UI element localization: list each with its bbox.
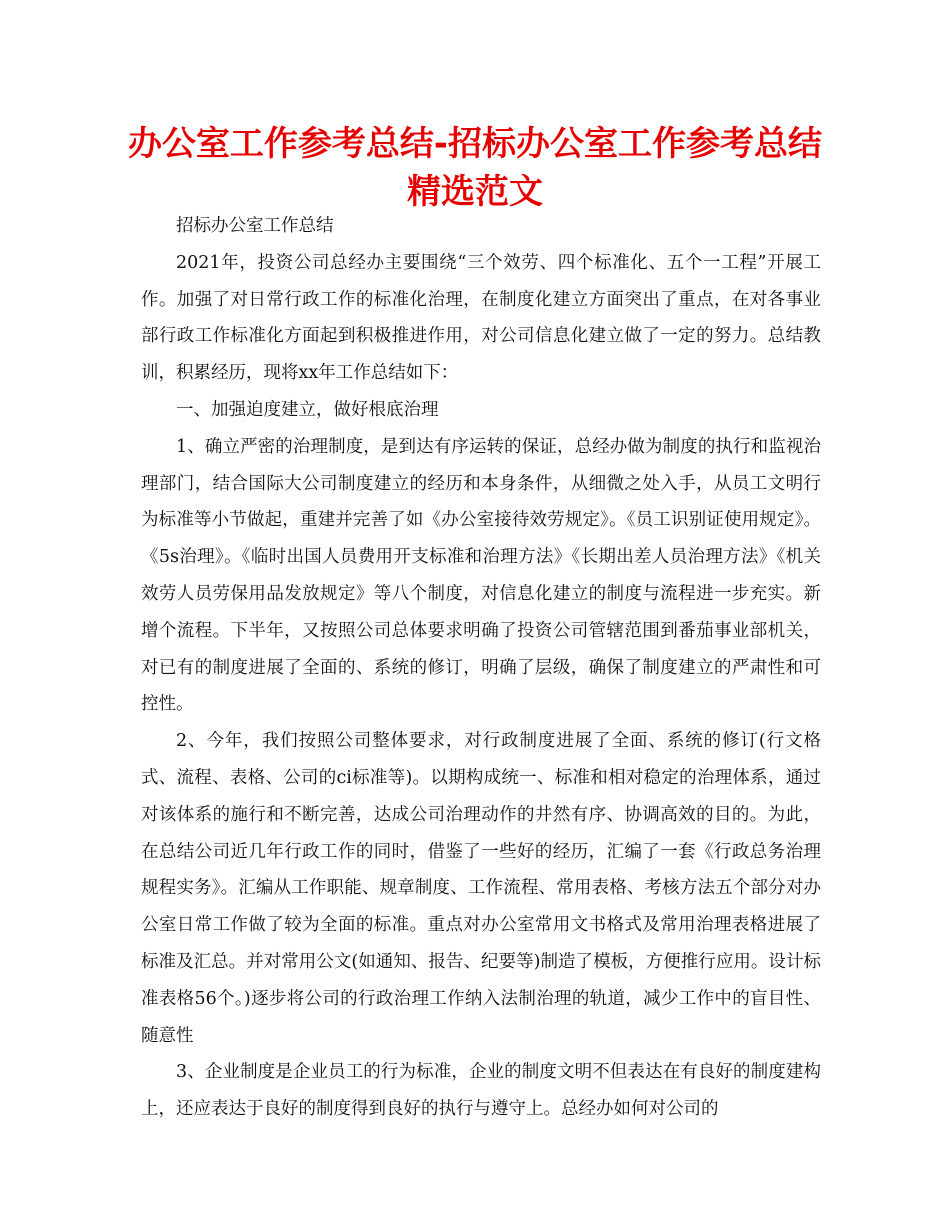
paragraph: 3、企业制度是企业员工的行为标准，企业的制度文明不但表达在有良好的制度建构上，还应表达于良好的制度得到良好的执行与遵守上。总经办如何对公司的 (141, 1062, 821, 1120)
paragraph: 1、确立严密的治理制度，是到达有序运转的保证，总经办做为制度的执行和监视治理部门，结合国际大公司制度建立的经历和本身条件，从细微之处入手，从员工文明行为标准等小节做起，重建并完善了如《办公室接待效劳规定》。《员工识别证使用规定》。《5s治理》。《临时出国人员费用开支标准和治理方法》《长期出差人员治理方法》《机关效劳人员劳保用品发放规定》等八个制度，对信息化建立的制度与流程进一步充实。新增个流程。下半年，又按照公司总体要求明确了投资公司管辖范围到番茄事业部机关，对已有的制度进展了全面的、系统的修订，明确了层级，确保了制度建立的严肃性和可控性。 (141, 436, 821, 715)
paragraph: 招标办公室工作总结 (176, 216, 334, 236)
document-body (141, 208, 821, 1128)
document-title: 办公室工作参考总结-招标办公室工作参考总结精选范文 (127, 124, 823, 212)
paragraph: 2021年，投资公司总经办主要围绕“三个效劳、四个标准化、五个一工程”开展工作。加强了对日常行政工作的标准化治理，在制度化建立方面突出了重点，在对各事业部行政工作标准化方面起到积极推进作用，对公司信息化建立做了一定的努力。总结教训，积累经历，现将xx年工作总结如下： (141, 252, 821, 384)
paragraph: 2、今年，我们按照公司整体要求，对行政制度进展了全面、系统的修订(行文格式、流程、表格、公司的ci标准等)。以期构成统一、标准和相对稳定的治理体系，通过对该体系的施行和不断完善，达成公司治理动作的井然有序、协调高效的目的。为此，在总结公司近几年行政工作的同时，借鉴了一些好的经历，汇编了一套《行政总务治理规程实务》。汇编从工作职能、规章制度、工作流程、常用表格、考核方法五个部分对办公室日常工作做了较为全面的标准。重点对办公室常用文书格式及常用治理表格进展了标准及汇总。并对常用公文(如通知、报告、纪要等)制造了模板，方便推行应用。设计标准表格56个。)逐步将公司的行政治理工作纳入法制治理的轨道，减少工作中的盲目性、随意性 (141, 731, 821, 1046)
paragraph: 一、加强迫度建立，做好根底治理 (176, 399, 439, 420)
